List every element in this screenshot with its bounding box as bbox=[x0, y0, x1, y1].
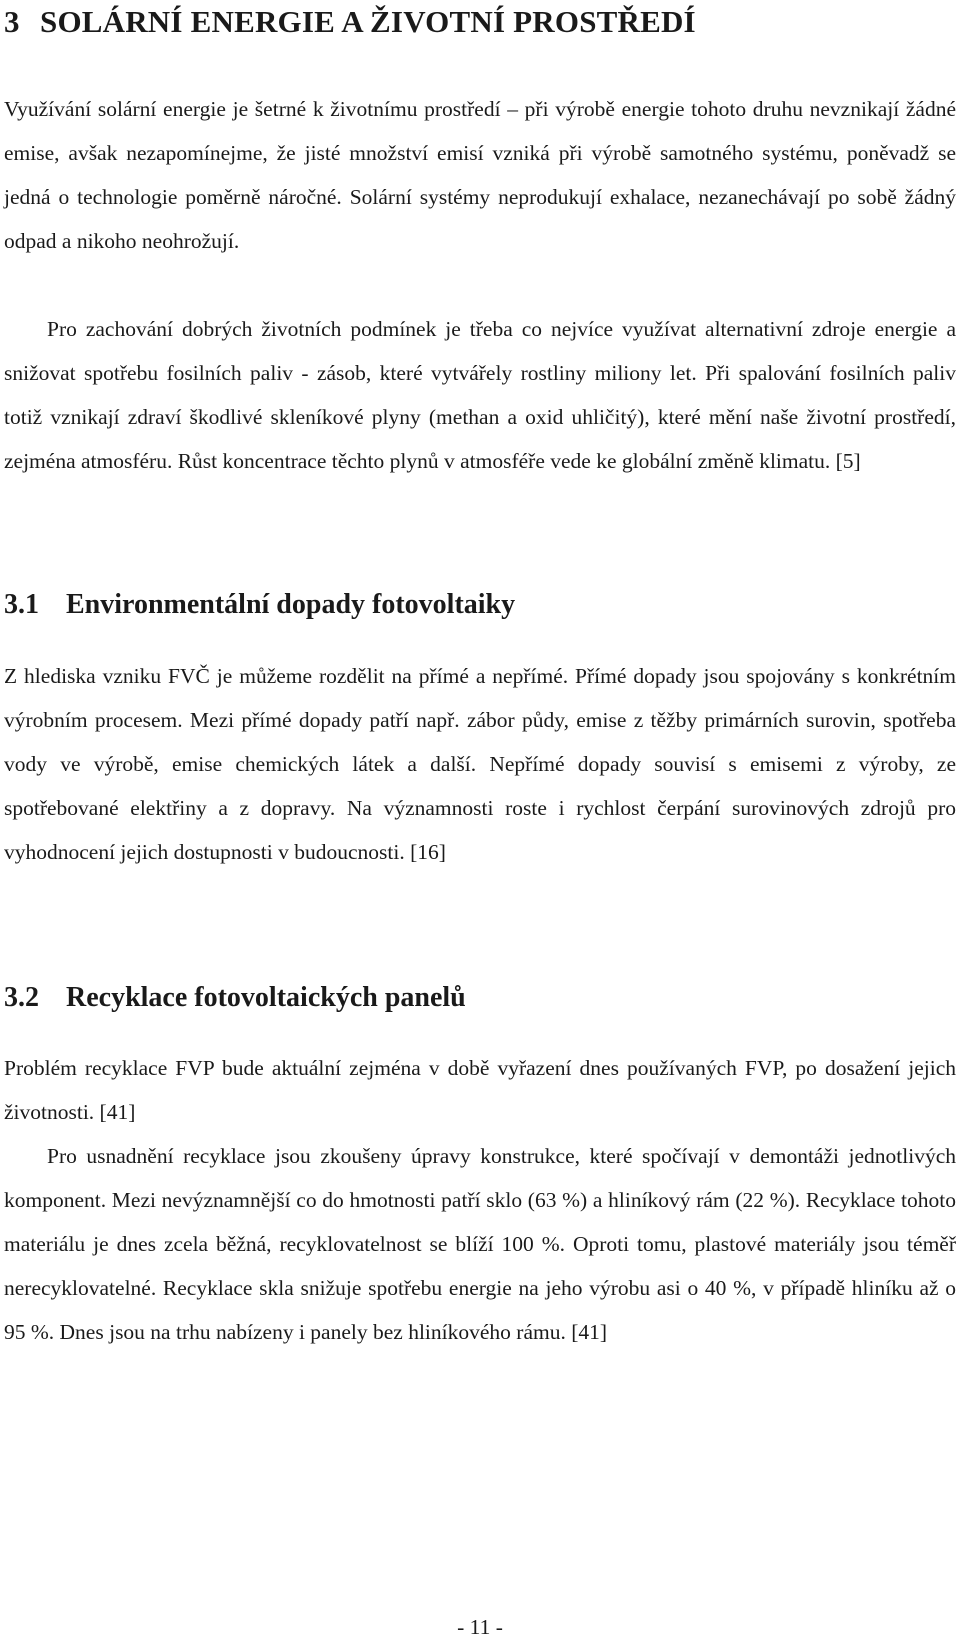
page-number: - 11 - bbox=[457, 1615, 503, 1639]
paragraph-recycling-problem: Problém recyklace FVP bude aktuální zejména v době vyřazení dnes používaných FVP, po dosažení jejich životnosti. [41] bbox=[4, 1056, 956, 1124]
paragraph-recycling-methods: Pro usnadnění recyklace jsou zkoušeny úpravy konstrukce, které spočívají v demontáži jednotlivých komponent. Mezi nevýznamnější co do hmotnosti patří sklo (63 %) a hliníkový rám (22 %). Recyklace tohoto materiálu je dnes zcela běžná, recyklovatelnost se blíží 100 %. Oproti tomu, plastové materiály jsou téměř nerecyklovatelné. Recyklace skla snižuje spotřebu energie na jeho výrobu asi o 40 %, v případě hliníku až o 95 %. Dnes jsou na trhu nabízeny i panely bez hliníkového rámu. [41] bbox=[4, 1144, 956, 1344]
chapter-title-text: SOLÁRNÍ ENERGIE A ŽIVOTNÍ PROSTŘEDÍ bbox=[40, 4, 696, 39]
section-number: 3.1 bbox=[4, 589, 39, 620]
section-number: 3.2 bbox=[4, 982, 39, 1013]
paragraph-solar-environment: Využívání solární energie je šetrné k životnímu prostředí – při výrobě energie tohoto druhu nevznikají žádné emise, avšak nezapomínejme, že jisté množství emisí vzniká při výrobě samotného systému, poněvadž se jedná o technologie poměrně náročné. Solární systémy neprodukují exhalace, nezanechávají po sobě žádný odpad a nikoho neohrožují. bbox=[4, 97, 956, 253]
section-heading-3-2 bbox=[4, 978, 956, 1018]
section-heading-3-1 bbox=[4, 585, 956, 625]
paragraph-environmental-impacts: Z hlediska vzniku FVČ je můžeme rozdělit na přímé a nepřímé. Přímé dopady jsou spojovány s konkrétním výrobním procesem. Mezi přímé dopady patří např. zábor půdy, emise z těžby primárních surovin, spotřeba vody ve výrobě, emise chemických látek a další. Nepřímé dopady souvisí s emisemi z výroby, ze spotřebované elektřiny a z dopravy. Na významnosti roste i rychlost čerpání surovinových zdrojů pro vyhodnocení jejich dostupnosti v budoucnosti. [16] bbox=[4, 664, 956, 864]
section-title-text: Recyklace fotovoltaických panelů bbox=[66, 982, 466, 1013]
chapter-number: 3 bbox=[4, 4, 20, 39]
section-title-text: Environmentální dopady fotovoltaiky bbox=[66, 589, 516, 620]
paragraph-alternative-energy: Pro zachování dobrých životních podmínek je třeba co nejvíce využívat alternativní zdroje energie a snižovat spotřebu fosilních paliv - zásob, které vytvářely rostliny miliony let. Při spalování fosilních paliv totiž vznikají zdraví škodlivé skleníkové plyny (methan a oxid uhličitý), které mění naše životní prostředí, zejména atmosféru. Růst koncentrace těchto plynů v atmosféře vede ke globální změně klimatu. [5] bbox=[4, 317, 956, 473]
chapter-title bbox=[4, 0, 956, 44]
